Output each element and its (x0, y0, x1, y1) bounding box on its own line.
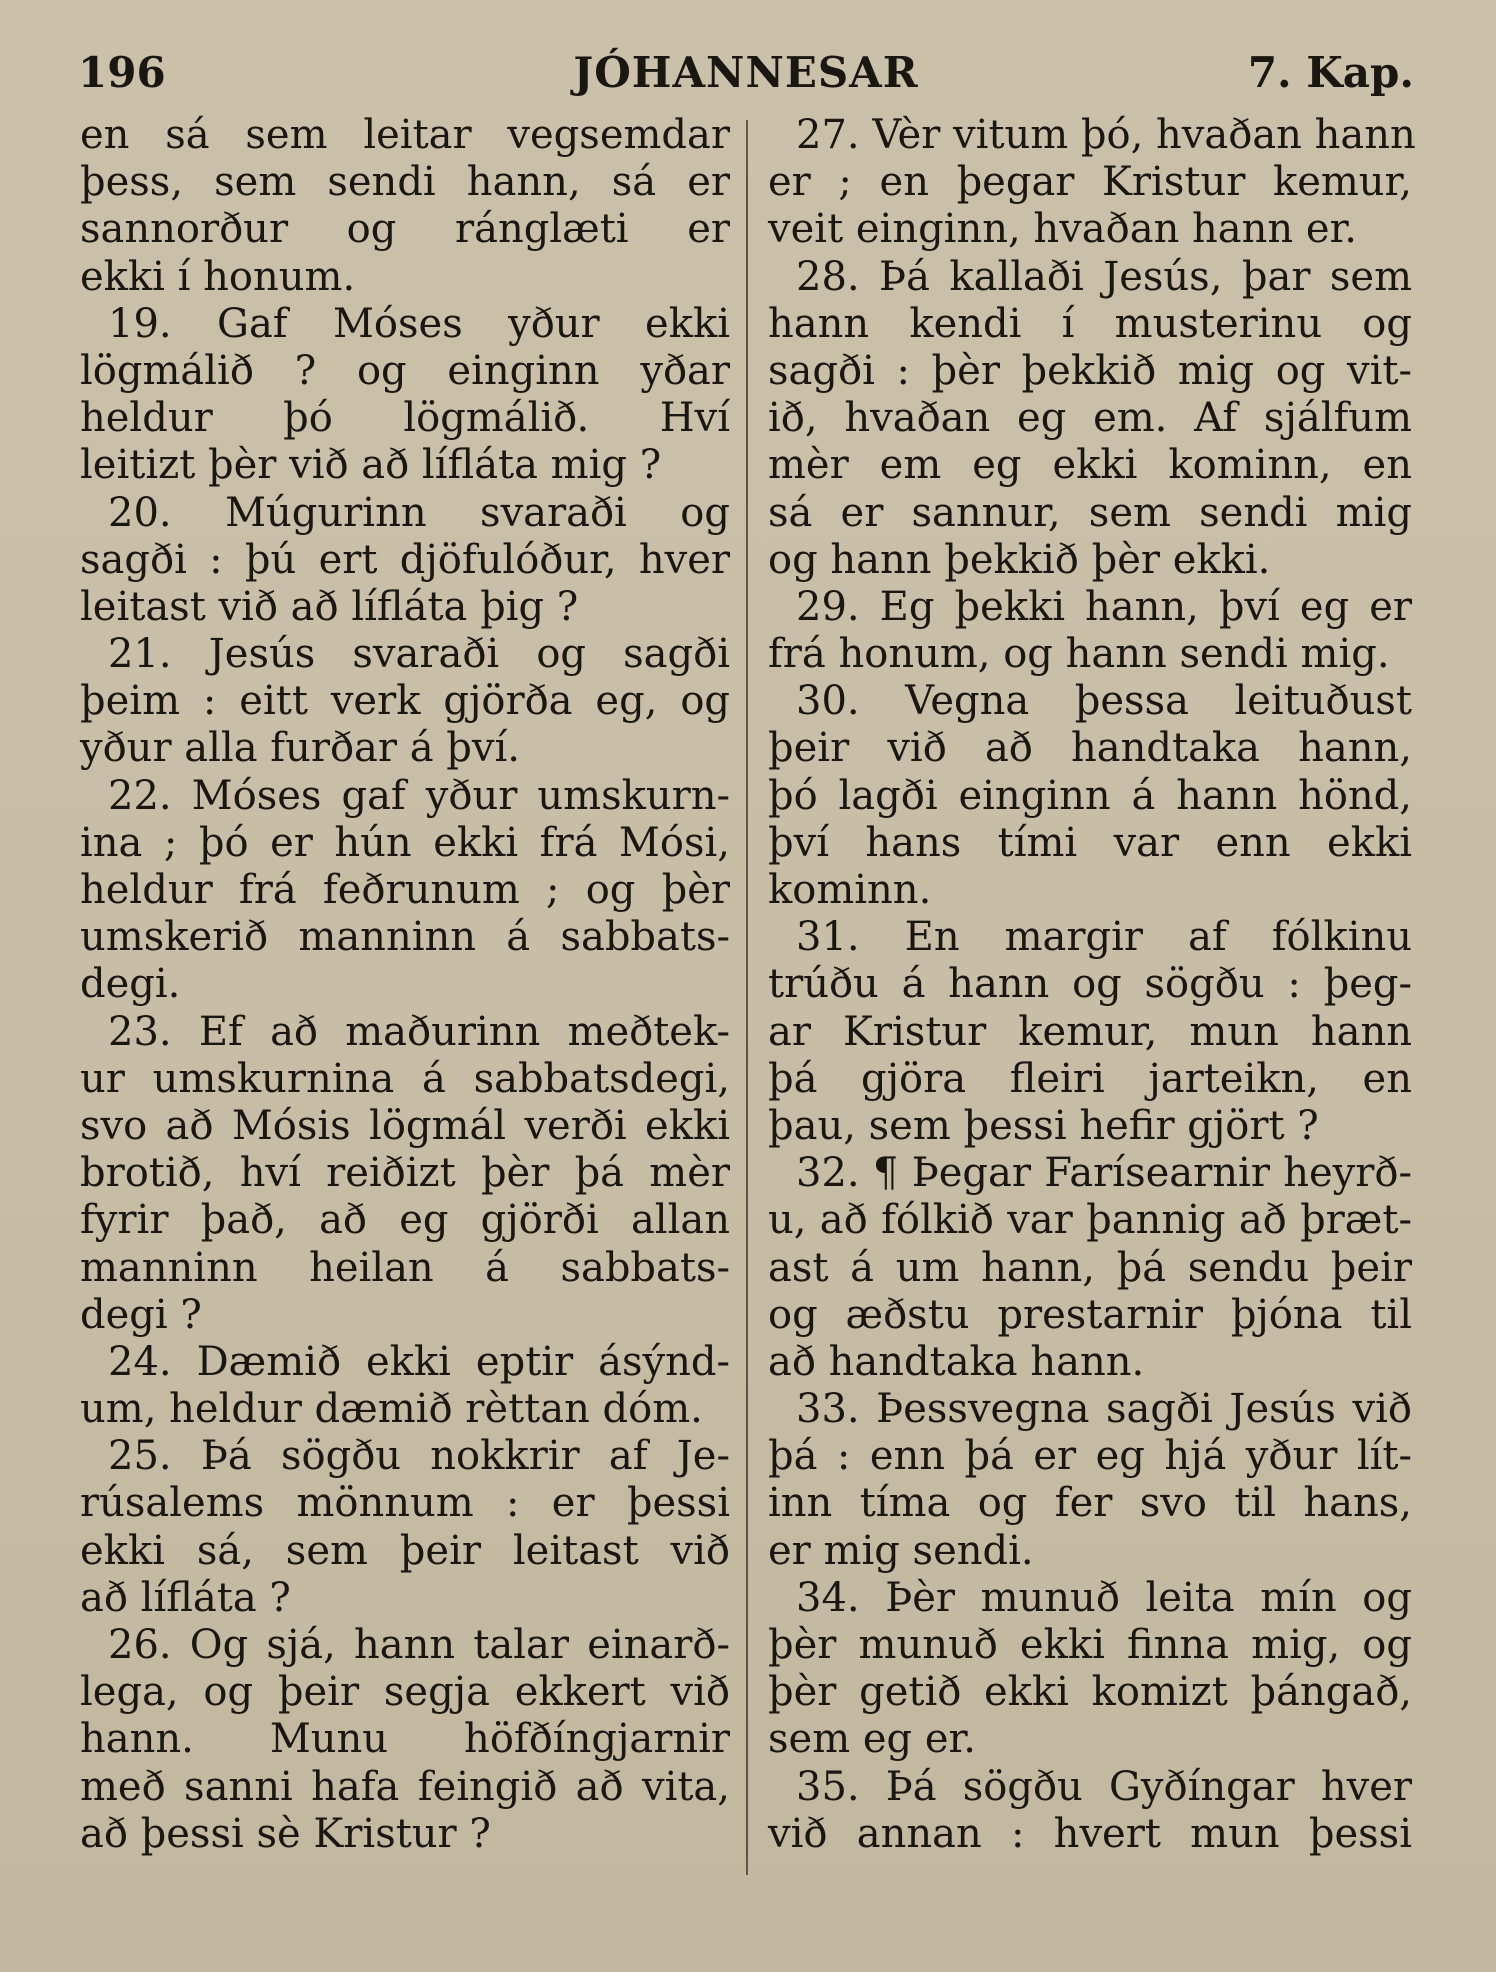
text-line: þá : enn þá er eg hjá yður lít- (768, 1433, 1412, 1480)
text-line: lega, og þeir segja ekkert við (80, 1669, 730, 1716)
text-line: sannorður og ránglæti er (80, 206, 730, 253)
text-line: 29. Eg þekki hann, því eg er (796, 583, 1412, 630)
text-line: hann kendi í musterinu og (768, 300, 1412, 347)
text-line: þeim : eitt verk gjörða eg, og (80, 678, 730, 725)
text-line: degi. (80, 961, 181, 1008)
text-line: þèr munuð ekki finna mig, og (768, 1622, 1412, 1668)
text-line: u, að fólkið var þannig að þræt- (768, 1197, 1412, 1244)
book-title: JÓHANNESAR (573, 48, 919, 97)
text-line: ar Kristur kemur, mun hann (768, 1008, 1412, 1055)
text-line: þó lagði einginn á hann hönd, (768, 772, 1412, 819)
text-line: rúsalems mönnum : er þessi (80, 1480, 730, 1527)
text-line: 22. Móses gaf yður umskurn- (108, 772, 730, 819)
text-line: þeir við að handtaka hann, (768, 725, 1412, 772)
text-line: að þessi sè Kristur ? (80, 1810, 491, 1857)
text-line: 20. Múgurinn svaraði og (108, 489, 730, 536)
text-line: 19. Gaf Móses yður ekki (108, 300, 730, 347)
text-line: 32. ¶ Þegar Farísearnir heyrð- (796, 1150, 1412, 1197)
text-line: um, heldur dæmið rèttan dóm. (80, 1386, 703, 1433)
text-line: 27. Vèr vitum þó, hvaðan hann (796, 112, 1416, 158)
column-divider (746, 120, 748, 1875)
text-line: manninn heilan á sabbats- (80, 1244, 730, 1291)
text-line: en sá sem leitar vegsemdar (80, 112, 730, 158)
text-line: fyrir það, að eg gjörði allan (80, 1197, 730, 1244)
text-line: 26. Og sjá, hann talar einarð- (108, 1622, 730, 1668)
text-line: hann. Munu höfðíngjarnir (80, 1716, 730, 1763)
page-number: 196 (78, 48, 166, 97)
text-line: sagði : þú ert djöfulóður, hver (80, 536, 730, 583)
text-line: leitast við að lífláta þig ? (80, 583, 579, 630)
text-line: og hann þekkið þèr ekki. (768, 536, 1271, 583)
text-line: heldur frá feðrunum ; og þèr (80, 867, 730, 913)
text-line: kominn. (768, 867, 932, 913)
text-line: umskerið manninn á sabbats- (80, 914, 730, 961)
text-line: og æðstu prestarnir þjóna til (768, 1291, 1412, 1338)
text-line: sagði : þèr þekkið mig og vit- (768, 347, 1412, 394)
text-line: sem eg er. (768, 1716, 976, 1763)
text-line: svo að Mósis lögmál verði ekki (80, 1102, 730, 1149)
text-line: að handtaka hann. (768, 1338, 1145, 1385)
text-line: 28. Þá kallaði Jesús, þar sem (796, 253, 1412, 300)
text-line: veit einginn, hvaðan hann er. (768, 206, 1358, 253)
text-line: 23. Ef að maðurinn meðtek- (108, 1008, 730, 1055)
text-line: þèr getið ekki komizt þángað, (768, 1669, 1412, 1716)
text-line: ast á um hann, þá sendu þeir (768, 1244, 1412, 1291)
text-line: degi ? (80, 1291, 202, 1338)
text-line: brotið, hví reiðizt þèr þá mèr (80, 1150, 730, 1197)
text-line: 25. Þá sögðu nokkrir af Je- (108, 1433, 730, 1480)
text-line: ur umskurnina á sabbatsdegi, (80, 1055, 730, 1102)
text-line: er ; en þegar Kristur kemur, (768, 159, 1412, 206)
text-line: 35. Þá sögðu Gyðíngar hver (796, 1763, 1412, 1810)
text-line: þess, sem sendi hann, sá er (80, 159, 730, 206)
text-line: mèr em eg ekki kominn, en (768, 442, 1412, 489)
text-line: 34. Þèr munuð leita mín og (796, 1574, 1412, 1621)
text-line: ina ; þó er hún ekki frá Mósi, (80, 819, 730, 866)
text-line: 24. Dæmið ekki eptir ásýnd- (108, 1338, 730, 1385)
right-text-column (768, 112, 1416, 1872)
text-line: með sanni hafa feingið að vita, (80, 1763, 730, 1810)
text-line: yður alla furðar á því. (80, 725, 520, 772)
text-line: 31. En margir af fólkinu (796, 914, 1412, 961)
text-line: við annan : hvert mun þessi (768, 1810, 1412, 1857)
text-line: er mig sendi. (768, 1527, 1034, 1574)
text-line: inn tíma og fer svo til hans, (768, 1480, 1412, 1527)
text-line: ekki sá, sem þeir leitast við (80, 1527, 730, 1574)
text-line: þau, sem þessi hefir gjört ? (768, 1102, 1319, 1149)
text-line: heldur þó lögmálið. Hví (80, 395, 730, 442)
text-line: leitizt þèr við að lífláta mig ? (80, 442, 662, 489)
text-line: lögmálið ? og einginn yðar (80, 347, 730, 394)
text-line: 21. Jesús svaraði og sagði (108, 631, 730, 678)
text-line: því hans tími var enn ekki (768, 819, 1412, 866)
text-line: sá er sannur, sem sendi mig (768, 489, 1412, 536)
running-header (78, 48, 1414, 108)
text-line: frá honum, og hann sendi mig. (768, 631, 1390, 678)
left-text-column (80, 112, 730, 1872)
text-line: 33. Þessvegna sagði Jesús við (796, 1386, 1412, 1433)
text-line: þá gjöra fleiri jarteikn, en (768, 1055, 1412, 1102)
text-line: 30. Vegna þessa leituðust (796, 678, 1412, 725)
chapter-label: 7. Kap. (1247, 48, 1414, 97)
text-line: trúðu á hann og sögðu : þeg- (768, 961, 1412, 1008)
text-line: að lífláta ? (80, 1574, 291, 1621)
text-line: ekki í honum. (80, 253, 356, 300)
text-line: ið, hvaðan eg em. Af sjálfum (768, 395, 1412, 442)
